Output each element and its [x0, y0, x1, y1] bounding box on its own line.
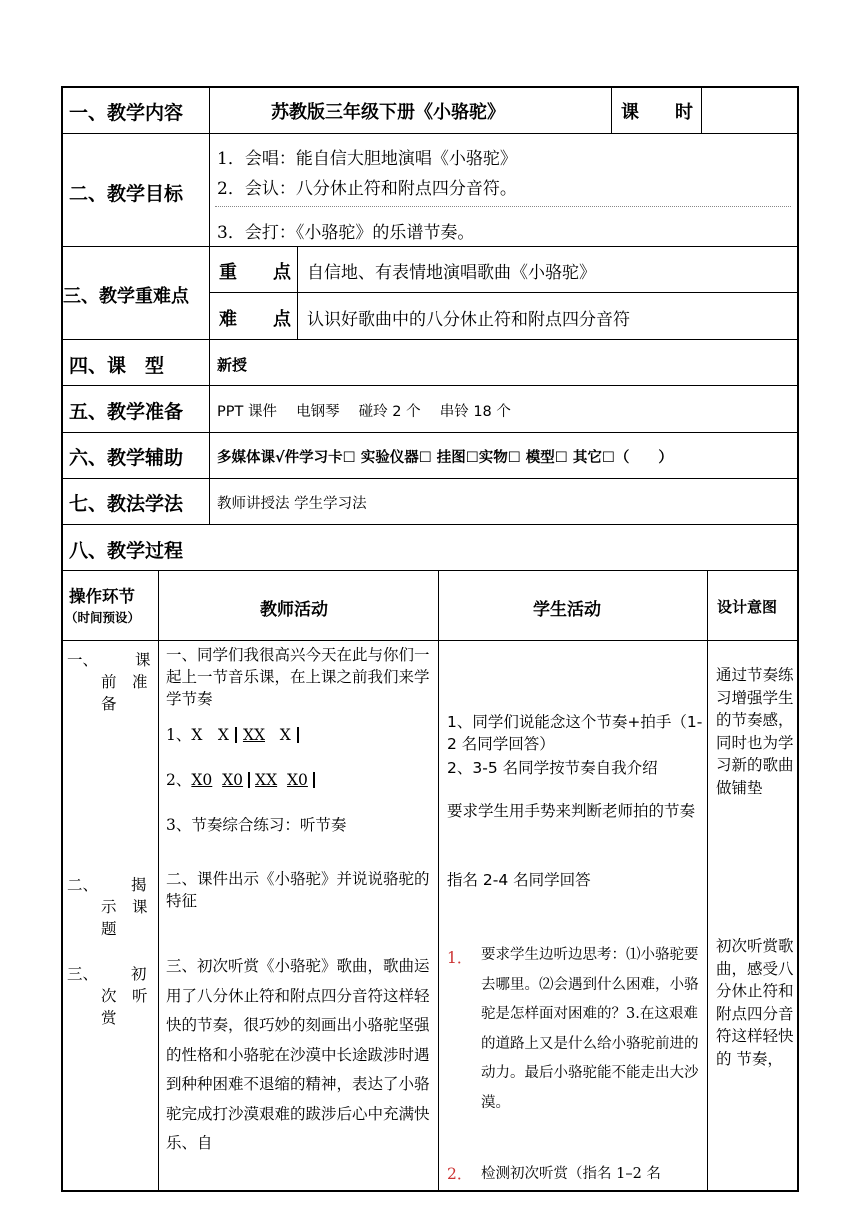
- table-border-bottom: [61, 1190, 799, 1192]
- row-divider: [61, 524, 799, 525]
- step-line: 初: [131, 965, 147, 983]
- row-divider: [61, 246, 799, 247]
- row-divider: [61, 478, 799, 479]
- rhythm-exercise-3: 3、节奏综合练习：听节奏: [166, 816, 347, 834]
- column-divider: [158, 570, 159, 1192]
- row-divider: [61, 133, 799, 134]
- table-border-top: [61, 86, 799, 88]
- header-student: 学生活动: [533, 600, 601, 620]
- row-divider: [61, 570, 799, 571]
- rhythm-exercise-1: [166, 723, 305, 745]
- row-divider: [61, 339, 799, 340]
- goal-item: 2．会认：八分休止符和附点四分音符。: [217, 179, 517, 199]
- step-line: 课: [135, 651, 151, 669]
- barline: [313, 772, 315, 788]
- key-point-label: 重 点: [219, 262, 291, 283]
- label-lesson-type: 四、课 型: [69, 355, 165, 377]
- barline: [297, 727, 299, 743]
- step-line: 备: [101, 695, 117, 713]
- list-number: 2．: [447, 1165, 473, 1183]
- preparation-value: PPT 课件 电钢琴 碰玲 2 个 串铃 18 个: [217, 404, 511, 420]
- label-process: 八、教学过程: [69, 540, 184, 562]
- barline: [235, 727, 237, 743]
- teacher-reveal: 二、课件出示《小骆驼》并说说骆驼的特征: [166, 870, 430, 910]
- rhythm-prefix: 1、X X: [166, 726, 229, 744]
- difficulty-label: 难 点: [219, 309, 291, 330]
- step-number: 二、: [67, 876, 99, 894]
- label-key-points: 三、教学重难点: [63, 286, 189, 307]
- row-divider: [61, 385, 799, 386]
- label-goals: 二、教学目标: [69, 183, 184, 205]
- step-number: 三、: [67, 965, 99, 983]
- label-preparation: 五、教学准备: [69, 401, 184, 423]
- design-intent: 通过节奏练习增强学生的节奏感，同时也为学习新的歌曲做铺垫: [716, 666, 794, 797]
- step-line: 题: [101, 920, 117, 938]
- lesson-title: 苏教版三年级下册《小骆驼》: [271, 102, 505, 123]
- rhythm-note: X0: [286, 771, 308, 789]
- step-line: 赏: [101, 1009, 117, 1027]
- label-methods: 七、教法学法: [69, 493, 184, 515]
- header-intent: 设计意图: [717, 598, 778, 616]
- column-divider: [438, 570, 439, 1192]
- step-number: 一、: [67, 651, 99, 669]
- header-teacher: 教师活动: [260, 600, 328, 620]
- rhythm-note: X0: [191, 771, 213, 789]
- lesson-hours-label: 课 时: [621, 102, 693, 123]
- rhythm-note: X: [279, 726, 291, 744]
- difficulty-text: 认识好歌曲中的八分休止符和附点四分音符: [307, 310, 630, 330]
- rhythm-prefix: 2、: [166, 771, 192, 789]
- column-divider: [707, 570, 708, 1192]
- rhythm-note: X0: [222, 771, 244, 789]
- step-line: 示 课: [101, 898, 148, 916]
- student-activity: 2、3-5 名同学按节奏自我介绍: [447, 759, 658, 777]
- student-activity: 要求学生边听边思考：⑴小骆驼要去哪里。⑵会遇到什么困难，小骆驼是怎样面对困难的？3.在这艰难的道路上又是什么给小骆驼前进的动力。最后小骆驼能不能走出大沙漠。: [481, 947, 699, 1111]
- column-divider: [611, 86, 612, 133]
- rhythm-note: XX: [255, 771, 278, 789]
- label-content: 一、教学内容: [69, 102, 184, 124]
- column-divider: [297, 246, 298, 339]
- design-intent: 初次听赏歌曲，感受八分休止符和附点四分音符这样轻快 的 节奏，: [716, 937, 794, 1068]
- label-teaching-aids: 六、教学辅助: [69, 447, 184, 469]
- step-line: 次 听: [101, 987, 148, 1005]
- table-border-right: [797, 86, 799, 1192]
- row-divider: [61, 432, 799, 433]
- student-activity: 1、同学们说能念这个节奏+拍手（1-2 名同学回答）: [447, 713, 703, 753]
- rhythm-exercise-2: [166, 768, 320, 790]
- goal-separator: [215, 206, 791, 207]
- table-border-left: [61, 86, 63, 1192]
- student-activity: 要求学生用手势来判断老师拍的节奏: [447, 802, 696, 820]
- list-number: 1．: [447, 949, 473, 967]
- column-divider: [701, 86, 702, 133]
- header-step-sub: （时间预设）: [65, 610, 141, 625]
- lesson-type-value: 新授: [217, 356, 248, 374]
- step-line: 揭: [131, 876, 147, 894]
- methods-value: 教师讲授法 学生学习法: [217, 496, 367, 512]
- teaching-aids-value: 多媒体课√件学习卡☐ 实验仪器☐ 挂图☐实物☐ 模型☐ 其它☐（ ）: [217, 450, 673, 466]
- teacher-intro: 一、同学们我很高兴今天在此与你们一起上一节音乐课，在上课之前我们来学学节奏: [166, 646, 430, 708]
- column-divider: [209, 86, 210, 524]
- key-point-text: 自信地、有表情地演唱歌曲《小骆驼》: [307, 263, 596, 283]
- barline: [248, 772, 250, 788]
- step-line: 前 准: [101, 673, 148, 691]
- row-divider: [61, 640, 799, 641]
- student-activity: 指名 2-4 名同学回答: [447, 871, 591, 889]
- teacher-first-listen: 三、初次听赏《小骆驼》歌曲，歌曲运用了八分休止符和附点四分音符这样轻快的节奏，很巧妙的刻画出小骆驼坚强的性格和小骆驼在沙漠中长途跋涉时遇到种种困难不退缩的精神，表达了小骆驼完成打沙漠艰难的跋涉后心中充满快乐、自: [166, 957, 430, 1152]
- goal-item: 1．会唱：能自信大胆地演唱《小骆驼》: [217, 149, 517, 169]
- goal-item: 3．会打：《小骆驼》的乐谱节奏。: [217, 223, 475, 243]
- student-activity: 检测初次听赏（指名 1–2 名: [481, 1166, 661, 1182]
- rhythm-note: XX: [242, 726, 266, 744]
- header-step: 操作环节: [69, 587, 135, 606]
